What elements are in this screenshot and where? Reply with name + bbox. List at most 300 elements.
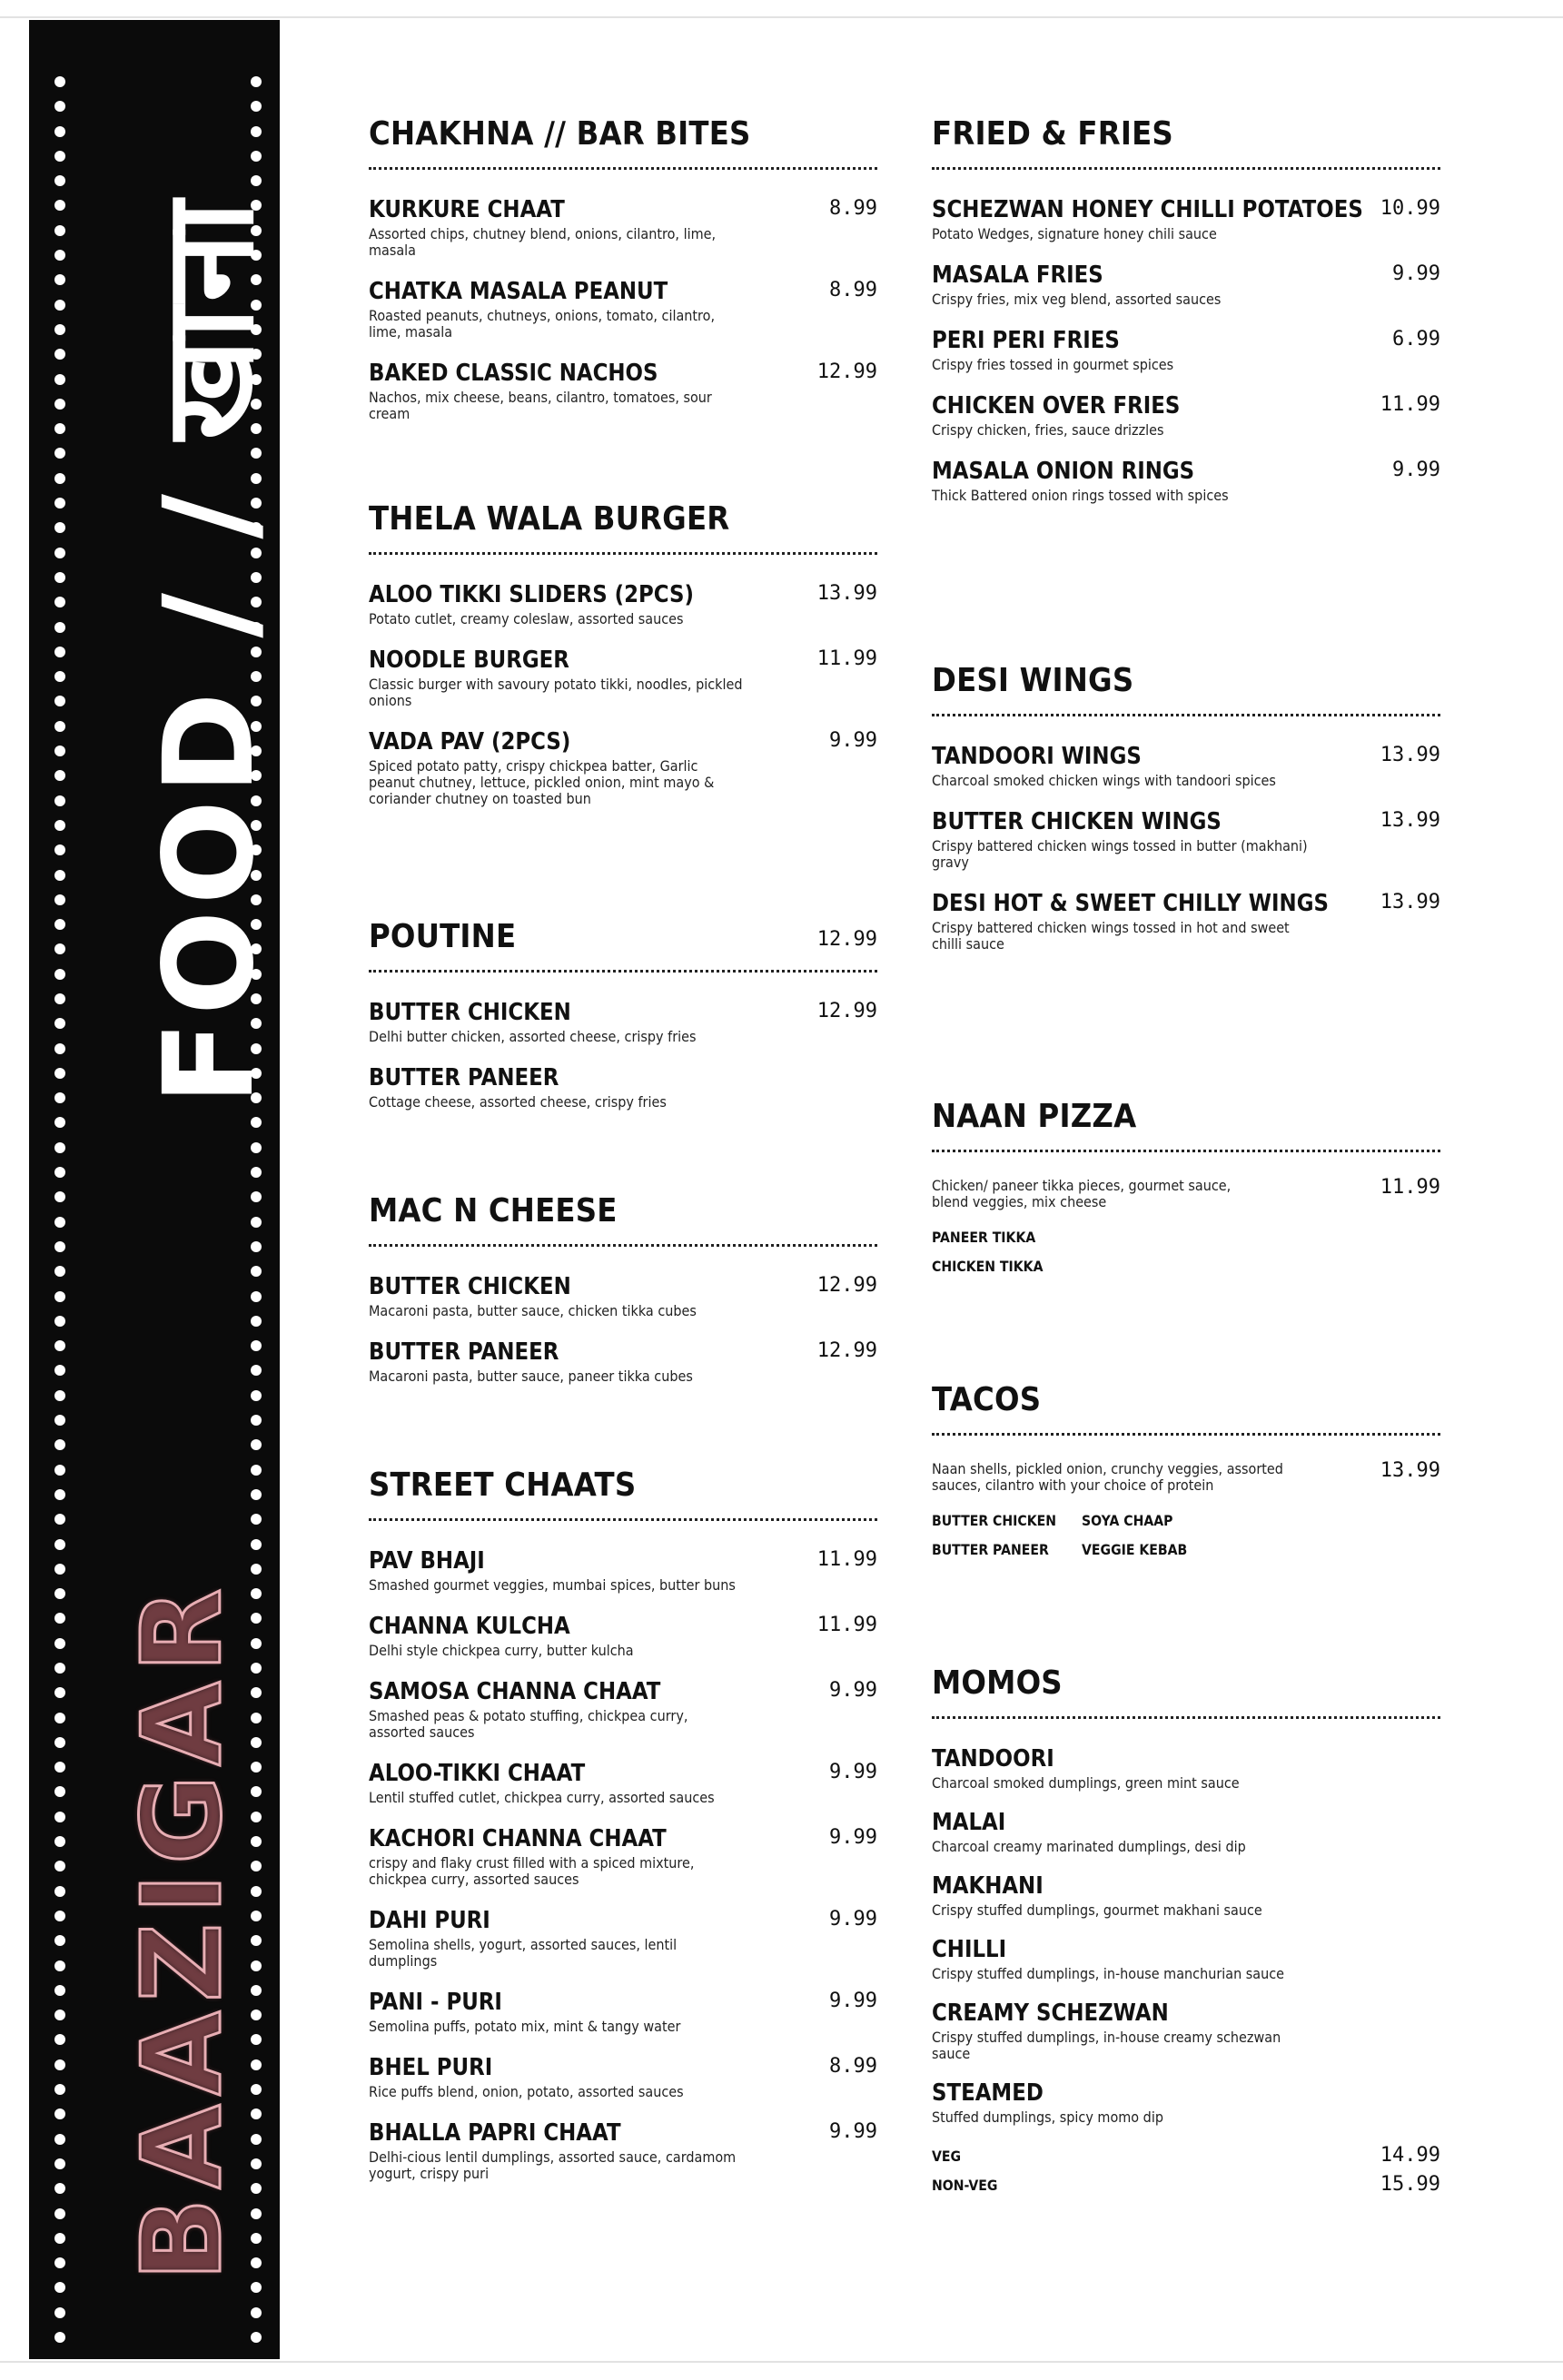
price-value: 14.99: [1380, 2144, 1440, 2167]
film-hole: [54, 1068, 65, 1079]
dotted-divider: [369, 167, 877, 170]
item-description: Charcoal smoked dumplings, green mint sauce: [932, 1774, 1240, 1792]
item-description: Delhi style chickpea curry, butter kulcha: [369, 1642, 634, 1659]
item-price: 13.99: [1380, 1459, 1440, 1482]
menu-item: [932, 1178, 1440, 1210]
film-hole: [54, 2108, 65, 2119]
menu-item: [369, 1824, 877, 1888]
film-hole: [251, 1737, 262, 1748]
film-hole: [251, 2158, 262, 2169]
price-row: [932, 2142, 1440, 2171]
dotted-divider: [369, 1518, 877, 1521]
film-hole: [54, 2332, 65, 2343]
film-hole: [251, 1191, 262, 1202]
menu-item: [369, 1338, 877, 1385]
film-hole: [54, 1687, 65, 1698]
film-hole: [251, 1786, 262, 1797]
film-hole: [251, 2183, 262, 2194]
film-hole: [54, 1812, 65, 1822]
film-hole: [54, 1638, 65, 1649]
item-description: Semolina puffs, potato mix, mint & tangy water: [369, 2018, 681, 2035]
menu-item: [932, 2079, 1440, 2126]
menu-item: [369, 1988, 877, 2035]
section-mac-n-cheese: [369, 1190, 877, 1403]
item-name: TANDOORI WINGS: [932, 743, 1142, 770]
menu-item: [369, 1612, 877, 1659]
section-header: [932, 1662, 1440, 1705]
item-price: 8.99: [829, 197, 877, 220]
menu-item: [932, 1871, 1440, 1919]
item-price: 12.99: [816, 1274, 877, 1297]
film-hole: [54, 1018, 65, 1029]
item-name: CHANNA KULCHA: [369, 1613, 570, 1640]
item-description: Cottage cheese, assorted cheese, crispy fries: [369, 1093, 667, 1111]
film-hole: [251, 1365, 262, 1376]
film-hole: [54, 2134, 65, 2145]
film-hole: [251, 1960, 262, 1971]
film-hole: [54, 1514, 65, 1525]
section-naan-pizza: [932, 1095, 1440, 1281]
film-hole: [54, 1960, 65, 1971]
film-hole: [251, 1836, 262, 1847]
item-description: Lentil stuffed cutlet, chickpea curry, assorted sauces: [369, 1789, 715, 1806]
item-price: 9.99: [1392, 459, 1440, 481]
film-hole: [251, 1316, 262, 1327]
film-hole: [54, 820, 65, 831]
film-hole: [251, 2257, 262, 2268]
item-price: 8.99: [829, 2055, 877, 2078]
film-hole: [54, 993, 65, 1004]
film-hole: [54, 1092, 65, 1103]
film-hole: [251, 1713, 262, 1723]
dotted-divider: [932, 1433, 1440, 1436]
item-name: NOODLE BURGER: [369, 647, 569, 674]
item-price: 11.99: [816, 647, 877, 670]
menu-item: [369, 646, 877, 709]
menu-item: [932, 1461, 1440, 1494]
menu-item: [369, 1063, 877, 1111]
menu-item: [932, 889, 1440, 953]
film-hole: [54, 770, 65, 781]
item-description: Crispy stuffed dumplings, gourmet makhani sauce: [932, 1901, 1262, 1919]
film-hole: [54, 1564, 65, 1575]
item-price: 11.99: [816, 1614, 877, 1636]
item-price: 9.99: [829, 2120, 877, 2143]
film-hole: [54, 1415, 65, 1426]
film-hole: [251, 1514, 262, 1525]
film-hole: [251, 2059, 262, 2070]
item-description: Delhi-cious lentil dumplings, assorted sauce, cardamom yogurt, crispy puri: [369, 2148, 737, 2182]
item-description: Crispy battered chicken wings tossed in butter (makhani) gravy: [932, 837, 1308, 871]
menu-item: [932, 391, 1440, 439]
item-description: Semolina shells, yogurt, assorted sauces, lentil dumplings: [369, 1936, 678, 1970]
film-hole: [251, 1886, 262, 1897]
film-hole: [54, 225, 65, 236]
film-hole: [251, 175, 262, 186]
film-hole: [54, 1786, 65, 1797]
item-description: Crispy fries tossed in gourmet spices: [932, 356, 1174, 373]
film-hole: [54, 1142, 65, 1153]
section-header: [932, 113, 1440, 156]
section-header: [369, 498, 877, 541]
film-hole: [54, 250, 65, 261]
price-value: 15.99: [1380, 2173, 1440, 2196]
film-hole: [251, 1613, 262, 1624]
item-description: Delhi butter chicken, assorted cheese, crispy fries: [369, 1028, 697, 1045]
film-hole: [251, 2307, 262, 2318]
film-hole: [54, 399, 65, 410]
film-hole: [251, 1439, 262, 1450]
item-description: Crispy fries, mix veg blend, assorted sauces: [932, 291, 1222, 308]
menu-item: [369, 727, 877, 807]
film-hole: [54, 1836, 65, 1847]
film-hole: [54, 2257, 65, 2268]
item-price: 11.99: [816, 1548, 877, 1571]
option-grid: [932, 1506, 1440, 1565]
film-hole: [251, 1489, 262, 1500]
film-hole: [54, 2010, 65, 2020]
film-hole: [251, 1564, 262, 1575]
item-name: KURKURE CHAAT: [369, 196, 565, 223]
film-hole: [251, 2108, 262, 2119]
film-hole: [251, 101, 262, 112]
menu-item: [369, 277, 877, 341]
page-edge-top: [0, 16, 1563, 18]
section-title: NAAN PIZZA: [932, 1098, 1137, 1135]
film-hole: [251, 1539, 262, 1550]
film-hole: [54, 2183, 65, 2194]
film-hole: [54, 844, 65, 855]
menu-item: [932, 1744, 1440, 1792]
section-fried-fries: [932, 113, 1440, 522]
item-name: TANDOORI: [932, 1745, 1054, 1773]
item-name: BUTTER CHICKEN: [369, 999, 571, 1026]
item-description: Macaroni pasta, butter sauce, chicken tikka cubes: [369, 1302, 697, 1319]
film-hole: [54, 2208, 65, 2219]
film-hole: [54, 2282, 65, 2293]
momo-price-list: [932, 2142, 1440, 2200]
dotted-divider: [932, 1716, 1440, 1719]
film-hole: [251, 1911, 262, 1921]
film-hole: [54, 1241, 65, 1252]
film-hole: [54, 349, 65, 360]
menu-item: [932, 807, 1440, 871]
menu-item: [369, 359, 877, 422]
section-header: [932, 1378, 1440, 1422]
item-description: Roasted peanuts, chutneys, onions, tomato, cilantro, lime, masala: [369, 307, 716, 341]
item-description: Crispy chicken, fries, sauce drizzles: [932, 421, 1164, 439]
item-price: 12.99: [816, 360, 877, 383]
film-hole: [54, 1911, 65, 1921]
item-description: Assorted chips, chutney blend, onions, cilantro, lime, masala: [369, 225, 717, 259]
item-description: Crispy battered chicken wings tossed in hot and sweet chilli sauce: [932, 919, 1290, 953]
film-hole: [251, 76, 262, 87]
item-name: PAV BHAJI: [369, 1547, 485, 1575]
film-hole: [54, 498, 65, 509]
film-hole: [54, 175, 65, 186]
item-description: Smashed gourmet veggies, mumbai spices, butter buns: [369, 1576, 736, 1594]
item-description: Potato cutlet, creamy coleslaw, assorted sauces: [369, 610, 684, 627]
banner-brand-logo: BAAZIGAR: [120, 1579, 246, 2281]
film-hole: [54, 1291, 65, 1302]
menu-item: [932, 261, 1440, 308]
film-hole: [54, 300, 65, 311]
film-hole: [54, 448, 65, 459]
menu-item: [369, 2053, 877, 2100]
film-hole: [251, 1985, 262, 1996]
option-label: SOYA CHAAP: [1082, 1512, 1173, 1529]
film-hole: [54, 2034, 65, 2045]
film-hole: [251, 126, 262, 137]
menu-item: [932, 195, 1440, 242]
item-name: BHEL PURI: [369, 2054, 493, 2081]
option-label: PANEER TIKKA: [932, 1229, 1036, 1246]
film-hole: [54, 1365, 65, 1376]
item-name: MASALA FRIES: [932, 262, 1103, 289]
section-price: 12.99: [816, 928, 877, 951]
menu-item: [932, 1935, 1440, 1982]
item-price: 9.99: [829, 1761, 877, 1783]
dotted-divider: [369, 1244, 877, 1247]
film-hole: [54, 423, 65, 434]
menu-item: [369, 1546, 877, 1594]
menu-item: [369, 580, 877, 627]
film-hole: [54, 1985, 65, 1996]
dotted-divider: [932, 167, 1440, 170]
film-hole: [54, 647, 65, 657]
menu-item: [369, 195, 877, 259]
item-name: CHILLI: [932, 1936, 1007, 1963]
item-price: 9.99: [829, 1908, 877, 1931]
item-description: Charcoal smoked chicken wings with tandoori spices: [932, 772, 1276, 789]
film-hole: [251, 2134, 262, 2145]
item-price: 11.99: [1380, 393, 1440, 416]
option-list: [932, 1223, 1440, 1281]
page-edge-bottom: [0, 2361, 1563, 2363]
item-price: 6.99: [1392, 328, 1440, 351]
menu-item: [369, 1272, 877, 1319]
section-title: MOMOS: [932, 1664, 1063, 1702]
item-price: 9.99: [829, 1826, 877, 1849]
film-hole: [54, 572, 65, 583]
item-name: DESI HOT & SWEET CHILLY WINGS: [932, 890, 1329, 917]
film-hole: [251, 1415, 262, 1426]
film-hole: [251, 1117, 262, 1128]
film-hole: [54, 374, 65, 385]
film-hole: [54, 943, 65, 954]
film-hole: [54, 324, 65, 335]
film-holes-left: [54, 76, 65, 2341]
item-price: 13.99: [1380, 891, 1440, 913]
film-hole: [54, 473, 65, 484]
menu-item: [369, 1677, 877, 1741]
film-hole: [251, 1241, 262, 1252]
item-price: 13.99: [816, 582, 877, 605]
section-momos: [932, 1662, 1440, 2200]
film-strip-banner: [29, 20, 280, 2359]
item-name: MASALA ONION RINGS: [932, 458, 1195, 485]
menu-item: [932, 742, 1440, 789]
film-hole: [54, 101, 65, 112]
film-hole: [251, 1266, 262, 1277]
film-hole: [251, 1812, 262, 1822]
menu-item: [369, 2118, 877, 2182]
section-title: MAC N CHEESE: [369, 1192, 618, 1230]
film-hole: [54, 1439, 65, 1450]
option-label: BUTTER PANEER: [932, 1541, 1049, 1558]
item-name: ALOO TIKKI SLIDERS (2PCS): [369, 581, 694, 608]
item-price: 13.99: [1380, 744, 1440, 766]
item-name: BHALLA PAPRI CHAAT: [369, 2119, 621, 2147]
menu-item: [932, 1808, 1440, 1855]
item-name: CHATKA MASALA PEANUT: [369, 278, 668, 305]
menu-item: [369, 998, 877, 1045]
section-title: STREET CHAATS: [369, 1467, 637, 1504]
film-hole: [54, 622, 65, 633]
item-price: 8.99: [829, 279, 877, 301]
section-header: [932, 1095, 1440, 1139]
item-name: DAHI PURI: [369, 1907, 490, 1934]
film-hole: [54, 1217, 65, 1228]
dotted-divider: [932, 1150, 1440, 1152]
item-name: BUTTER PANEER: [369, 1338, 559, 1366]
item-name: MAKHANI: [932, 1872, 1044, 1900]
dotted-divider: [369, 970, 877, 973]
option-label: BUTTER CHICKEN: [932, 1512, 1057, 1529]
film-hole: [251, 2233, 262, 2244]
item-name: BUTTER CHICKEN: [369, 1273, 571, 1300]
item-description: Macaroni pasta, butter sauce, paneer tikka cubes: [369, 1368, 693, 1385]
item-description: Charcoal creamy marinated dumplings, desi dip: [932, 1838, 1246, 1855]
section-header: [932, 659, 1440, 703]
section-tacos: [932, 1378, 1440, 1565]
film-hole: [54, 1043, 65, 1054]
film-hole: [251, 2010, 262, 2020]
film-hole: [54, 2307, 65, 2318]
item-name: VADA PAV (2PCS): [369, 728, 571, 755]
film-hole: [54, 1588, 65, 1599]
dotted-divider: [932, 714, 1440, 716]
film-hole: [251, 1142, 262, 1153]
film-hole: [54, 1390, 65, 1401]
section-desi-wings: [932, 659, 1440, 971]
film-hole: [54, 1613, 65, 1624]
item-description: Thick Battered onion rings tossed with spices: [932, 487, 1229, 504]
item-name: CREAMY SCHEZWAN: [932, 2000, 1169, 2027]
item-name: ALOO-TIKKI CHAAT: [369, 1760, 586, 1787]
section-header: [369, 1464, 877, 1507]
film-hole: [54, 1117, 65, 1128]
film-hole: [54, 795, 65, 806]
item-description: Smashed peas & potato stuffing, chickpea curry, assorted sauces: [369, 1707, 688, 1741]
item-name: PANI - PURI: [369, 1989, 502, 2016]
section-street-chaats: [369, 1464, 877, 2200]
film-hole: [54, 1266, 65, 1277]
film-hole: [54, 969, 65, 980]
section-title: CHAKHNA // BAR BITES: [369, 115, 751, 153]
price-label: NON-VEG: [932, 2177, 998, 2194]
item-description: Spiced potato patty, crispy chickpea batter, Garlic peanut chutney, lettuce, pickled onion, mint mayo & coriander chutney on toasted bun: [369, 757, 715, 807]
film-hole: [54, 151, 65, 162]
film-hole: [251, 1390, 262, 1401]
film-hole: [251, 1340, 262, 1351]
film-hole: [251, 1935, 262, 1946]
section-poutine: [369, 915, 877, 1129]
item-name: MALAI: [932, 1809, 1006, 1836]
film-hole: [54, 2233, 65, 2244]
section-title: POUTINE: [369, 918, 517, 955]
item-name: CHICKEN OVER FRIES: [932, 392, 1181, 420]
film-hole: [251, 2282, 262, 2293]
item-description: Naan shells, pickled onion, crunchy veggies, assorted sauces, cilantro with your choice of protein: [932, 1460, 1283, 1494]
film-hole: [251, 1762, 262, 1773]
film-hole: [54, 870, 65, 881]
film-hole: [251, 2084, 262, 2095]
film-hole: [54, 1539, 65, 1550]
item-price: 12.99: [816, 1339, 877, 1362]
film-hole: [251, 1217, 262, 1228]
item-description: crispy and flaky crust filled with a spiced mixture, chickpea curry, assorted sauces: [369, 1854, 695, 1888]
film-hole: [251, 2208, 262, 2219]
film-hole: [54, 696, 65, 706]
dotted-divider: [369, 552, 877, 555]
banner-food-title: FOOD / / खाना: [138, 195, 282, 1105]
item-name: KACHORI CHANNA CHAAT: [369, 1825, 667, 1852]
item-name: SCHEZWAN HONEY CHILLI POTATOES: [932, 196, 1363, 223]
section-header: [369, 915, 877, 959]
section-burger: [369, 498, 877, 825]
film-hole: [54, 1340, 65, 1351]
item-description: Rice puffs blend, onion, potato, assorted sauces: [369, 2083, 684, 2100]
item-price: 9.99: [829, 1679, 877, 1702]
film-hole: [54, 2084, 65, 2095]
menu-item: [932, 326, 1440, 373]
section-title: FRIED & FRIES: [932, 115, 1173, 153]
item-name: BAKED CLASSIC NACHOS: [369, 360, 658, 387]
film-hole: [54, 1465, 65, 1476]
film-hole: [54, 1935, 65, 1946]
item-description: Potato Wedges, signature honey chili sauce: [932, 225, 1217, 242]
item-description: Crispy stuffed dumplings, in-house creamy schezwan sauce: [932, 2029, 1281, 2062]
film-hole: [251, 1465, 262, 1476]
film-hole: [251, 1663, 262, 1674]
menu-item: [932, 1999, 1440, 2062]
item-description: Stuffed dumplings, spicy momo dip: [932, 2108, 1163, 2126]
item-price: 9.99: [1392, 262, 1440, 285]
film-hole: [54, 597, 65, 607]
film-hole: [54, 1886, 65, 1897]
film-hole: [54, 76, 65, 87]
item-name: SAMOSA CHANNA CHAAT: [369, 1678, 661, 1705]
film-hole: [54, 274, 65, 285]
item-description: Nachos, mix cheese, beans, cilantro, tomatoes, sour cream: [369, 389, 712, 422]
item-description: Chicken/ paneer tikka pieces, gourmet sauce, blend veggies, mix cheese: [932, 1177, 1232, 1210]
item-description: Classic burger with savoury potato tikki, noodles, pickled onions: [369, 676, 743, 709]
film-hole: [54, 1762, 65, 1773]
option-label: CHICKEN TIKKA: [932, 1258, 1044, 1275]
film-hole: [54, 126, 65, 137]
film-hole: [54, 721, 65, 732]
film-hole: [251, 1588, 262, 1599]
film-hole: [54, 548, 65, 558]
item-price: 13.99: [1380, 809, 1440, 832]
section-header: [369, 113, 877, 156]
menu-item: [369, 1906, 877, 1970]
film-hole: [54, 1167, 65, 1178]
item-price: 12.99: [816, 1000, 877, 1022]
film-hole: [54, 1861, 65, 1871]
film-hole: [251, 2332, 262, 2343]
